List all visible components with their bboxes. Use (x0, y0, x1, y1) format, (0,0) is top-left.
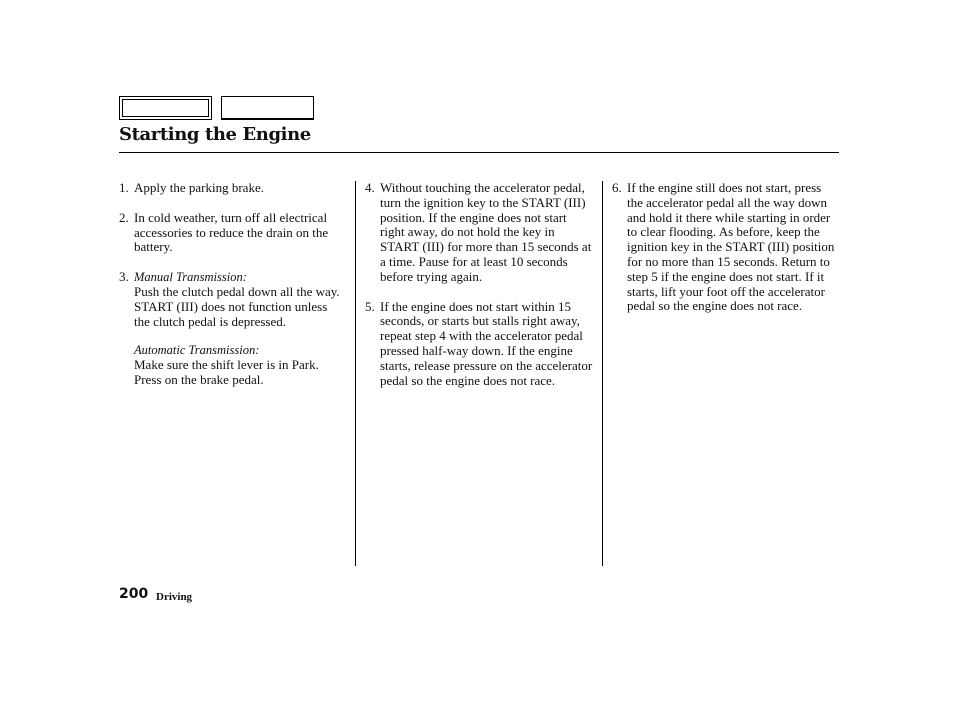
step-number: 2. (119, 209, 129, 225)
step-number: 1. (119, 180, 129, 195)
nav-box-previous[interactable] (119, 96, 212, 120)
step-text: Apply the parking brake. (134, 180, 264, 195)
manual-transmission-label: Manual Transmission: (134, 270, 247, 285)
section-label: Driving (156, 591, 193, 603)
step-number: 6. (612, 180, 622, 195)
step-2 (119, 211, 345, 255)
column-1 (119, 181, 345, 403)
step-number: 4. (365, 180, 375, 195)
step-3 (119, 270, 345, 388)
automatic-transmission-label: Automatic Transmission: (134, 343, 260, 358)
column-divider-1 (355, 181, 356, 566)
nav-box-next[interactable] (221, 96, 314, 120)
column-2 (365, 181, 593, 403)
step-text: In cold weather, turn off all electrical accessories to reduce the drain on the battery. (134, 209, 329, 255)
step-number: 3. (119, 269, 129, 285)
step-text: Without touching the accelerator pedal, turn the ignition key to the START (III) position. If the engine does not start right away, do not hold the key in START (III) for more than 15 seconds at a time. Pause for at least 10 seconds before trying again. (380, 180, 592, 284)
step-6 (612, 181, 838, 314)
title-rule (119, 152, 839, 153)
step-text: If the engine still does not start, press the accelerator pedal all the way down and hold it there while starting in order to clear flooding. As before, keep the ignition key in the START (III) position for no more than 15 seconds. Return to step 5 if the engine does not start. If it starts, lift your foot off the accelerator pedal so the engine does not race. (627, 180, 835, 314)
manual-transmission-text: Push the clutch pedal down all the way. START (III) does not function unless the clutch pedal is depressed. (134, 283, 340, 329)
step-5 (365, 300, 593, 389)
step-text: If the engine does not start within 15 seconds, or starts but stalls right away, repeat step 4 with the accelerator pedal pressed half-way down. If the engine starts, release pressure on the accelerator pedal so the engine does not race. (380, 298, 593, 388)
page-number: 200 (119, 586, 149, 602)
step-1 (119, 181, 345, 196)
page-title: Starting the Engine (119, 124, 311, 145)
step-number: 5. (365, 298, 375, 314)
column-divider-2 (602, 181, 603, 566)
step-4 (365, 181, 593, 285)
automatic-transmission-text: Make sure the shift lever is in Park. Press on the brake pedal. (134, 357, 319, 387)
column-3 (612, 181, 838, 329)
